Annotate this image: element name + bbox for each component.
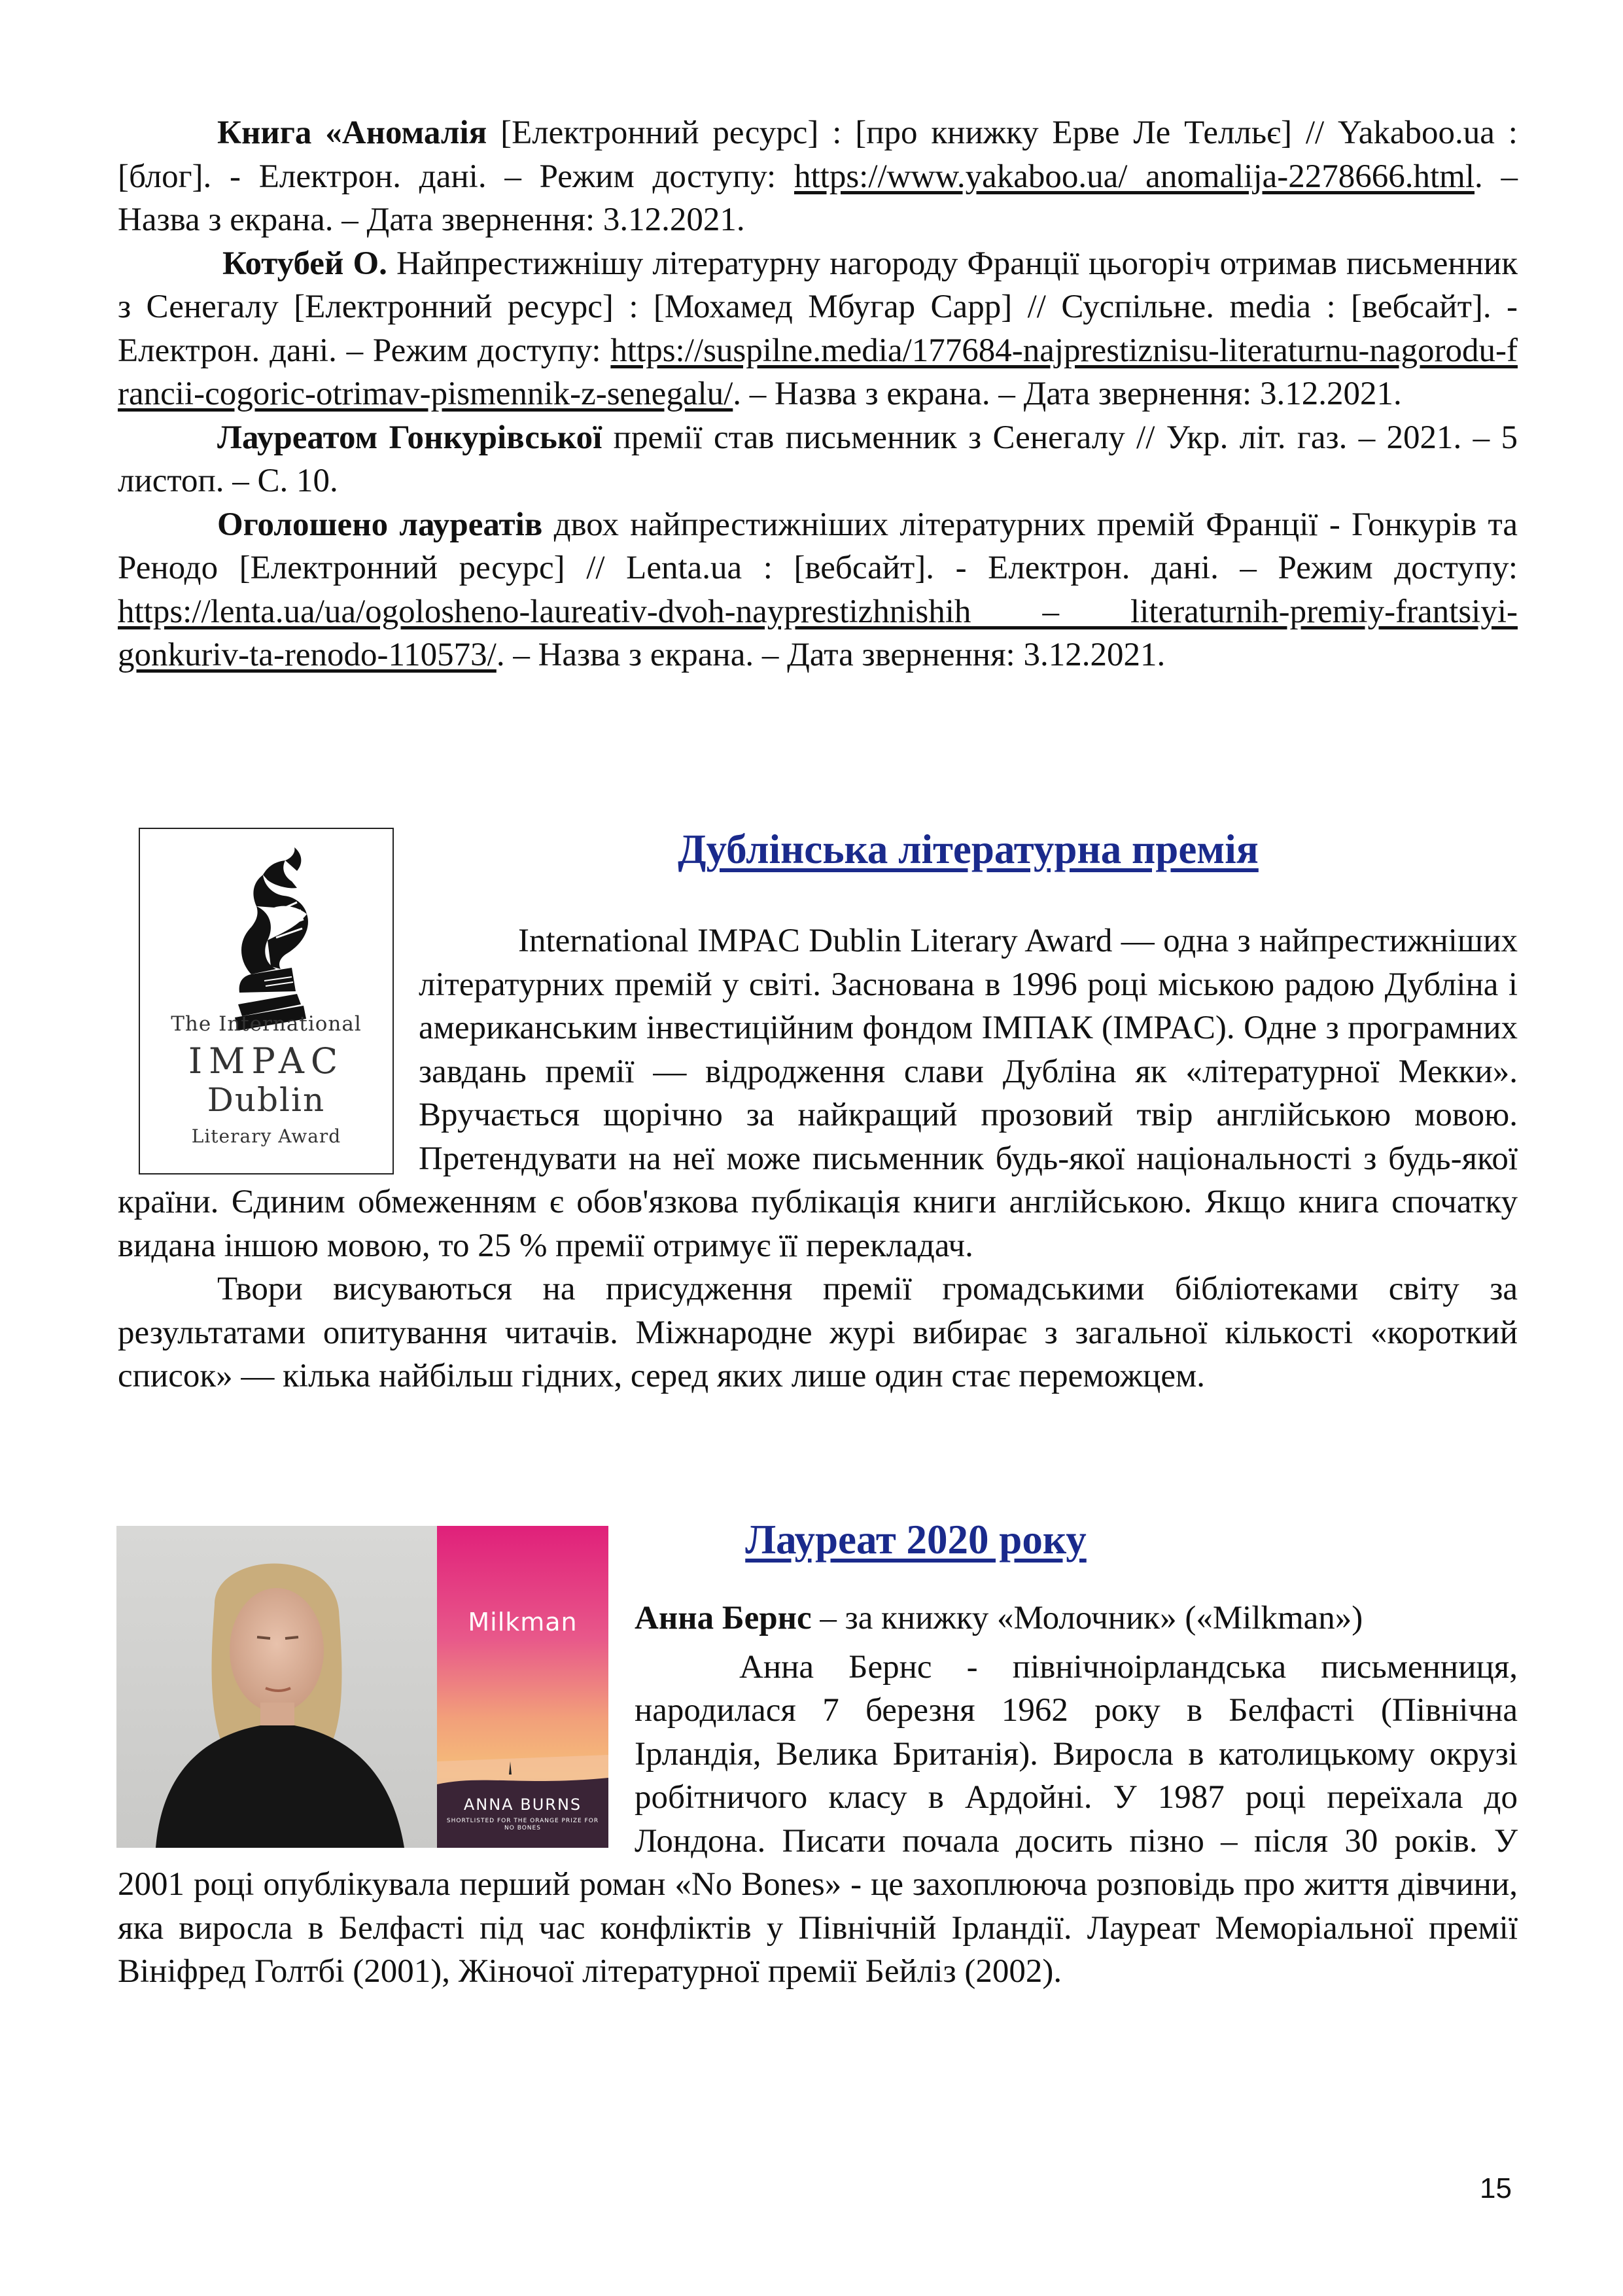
reference-text: Найпрестижнішу літературну нагороду Франції цьогоріч отримав письменник з Сенегалу [Електронний ресурс] : [Мохамед Мбугар Сарр] // Суспільне. media : [вебсайт]. - Електрон. дані. – Режим доступу: [118, 245, 1518, 369]
dublin-section-heading [419, 823, 1518, 875]
cover-title: Milkman [468, 1608, 578, 1636]
logo-line: Literary Award [191, 1125, 341, 1147]
reference-text: двох найпрестижніших літературних премій Франції - Гонкурів та Ренодо [Електронний ресурс] // Lenta.ua : [вебсайт]. - Електрон. дані. – Режим доступу: [118, 506, 1518, 586]
paragraph: International IMPAC Dublin Literary Award — одна з найпрестижніших літературних премій у світі. Заснована в 1996 році міською радою Дубліна і американським інвестиційним фондом ІМПАК (IMPAC). Одне з програмних завдань премії — відродження слави Дубліна як «літературної Мекки». Вручається щорічно за найкращий прозовий твір англійською мовою. Претендувати на неї може письменник будь-якої національності з будь-якої країни. Єдиним обмеженням є обов'язкова публікація книги англійською. Якщо книга спочатку видана іншою мовою, то 25 % премії отримує її перекладач. [118, 923, 1518, 1264]
logo-spacer [118, 919, 419, 1180]
reference-link[interactable]: https://lenta.ua/ua/ogolosheno-laureativ-dvoh-nayprestizhnishih – literaturnih-premiy-frantsiyi-gonkuriv-ta-renodo-110573/ [118, 593, 1518, 673]
reference-item [118, 242, 1518, 416]
dublin-description [118, 919, 1518, 1398]
reference-text: премії став письменник з Сенегалу // Укр. літ. газ. – 2021. – 5 листоп. – С. 10. [118, 419, 1518, 499]
logo-line: Dublin [207, 1081, 326, 1119]
logo-line: IMPAC [188, 1040, 345, 1082]
reference-tail: . – Назва з екрана. – Дата звернення: 3.12.2021. [496, 637, 1166, 673]
laureate-section-heading [680, 1513, 1151, 1566]
reference-link[interactable]: https://www.yakaboo.ua/ anomalija-2278666.html [794, 158, 1475, 195]
paragraph: Твори висуваються на присудження премії громадськими бібліотеками світу за результатами опитування читачів. Міжнародне журі вибирає з загальної кількості «короткий список» — кілька найбільш гідних, серед яких лише один стає переможцем. [118, 1271, 1518, 1394]
laureate-bio: Анна Бернс - північноірландська письменниця, народилася 7 березня 1962 року в Белфасті (Північна Ірландія, Велика Британія). Виросла в католицькому окрузі робітничого класу в Ардойні. У 1987 році переїхала до Лондона. Писати почала досить пізно – після 30 років. У 2001 році опублікувала перший роман «No Bones» - це захоплююча розповідь про життя дівчини, яка виросла в Белфасті під час конфліктів у Північній Ірландії. Лауреат Меморіальної премії Вініфред Голтбі (2001), Жіночої літературної премії Бейліз (2002). [118, 1648, 1518, 1990]
photo-spacer [118, 1597, 635, 1856]
reference-author: Котубей О. [222, 245, 387, 282]
reference-item [118, 416, 1518, 503]
references-list [118, 111, 1518, 677]
laureate-name: Анна Бернс [635, 1600, 812, 1636]
section-title: Дублінська літературна премія [678, 826, 1259, 872]
reference-author: Оголошено лауреатів [217, 506, 543, 543]
reference-tail: . – Назва з екрана. – Дата звернення: 3.12.2021. [733, 376, 1402, 412]
reference-item [118, 503, 1518, 677]
page-number: 15 [1480, 2172, 1512, 2204]
reference-link[interactable]: https://suspilne.media/177684-najprestiznisu-literaturnu-nagorodu-francii-cogoric-otrimav-pismennik-z-senegalu/ [118, 332, 1518, 412]
reference-author: Книга «Аномалія [217, 115, 487, 151]
reference-author: Лауреатом Гонкурівської [217, 419, 602, 456]
laureate-book: – за книжку «Молочник» («Milkman») [811, 1600, 1363, 1636]
section-title: Лауреат 2020 року [745, 1517, 1087, 1563]
reference-tail: . – Назва з екрана. – Дата звернення: 3.12.2021. [118, 158, 1518, 238]
logo-line: The International [171, 1012, 362, 1036]
reference-item [118, 111, 1518, 242]
cover-note: SHORTLISTED FOR THE ORANGE PRIZE FOR NO BONES [446, 1818, 599, 1831]
laureate-description [118, 1597, 1518, 1994]
reference-text: [Електронний ресурс] : [про книжку Ерве Ле Телльє] // Yakaboo.ua : [блог]. - Електрон. дані. – Режим доступу: [118, 115, 1518, 195]
cover-author: ANNA BURNS [463, 1795, 582, 1814]
